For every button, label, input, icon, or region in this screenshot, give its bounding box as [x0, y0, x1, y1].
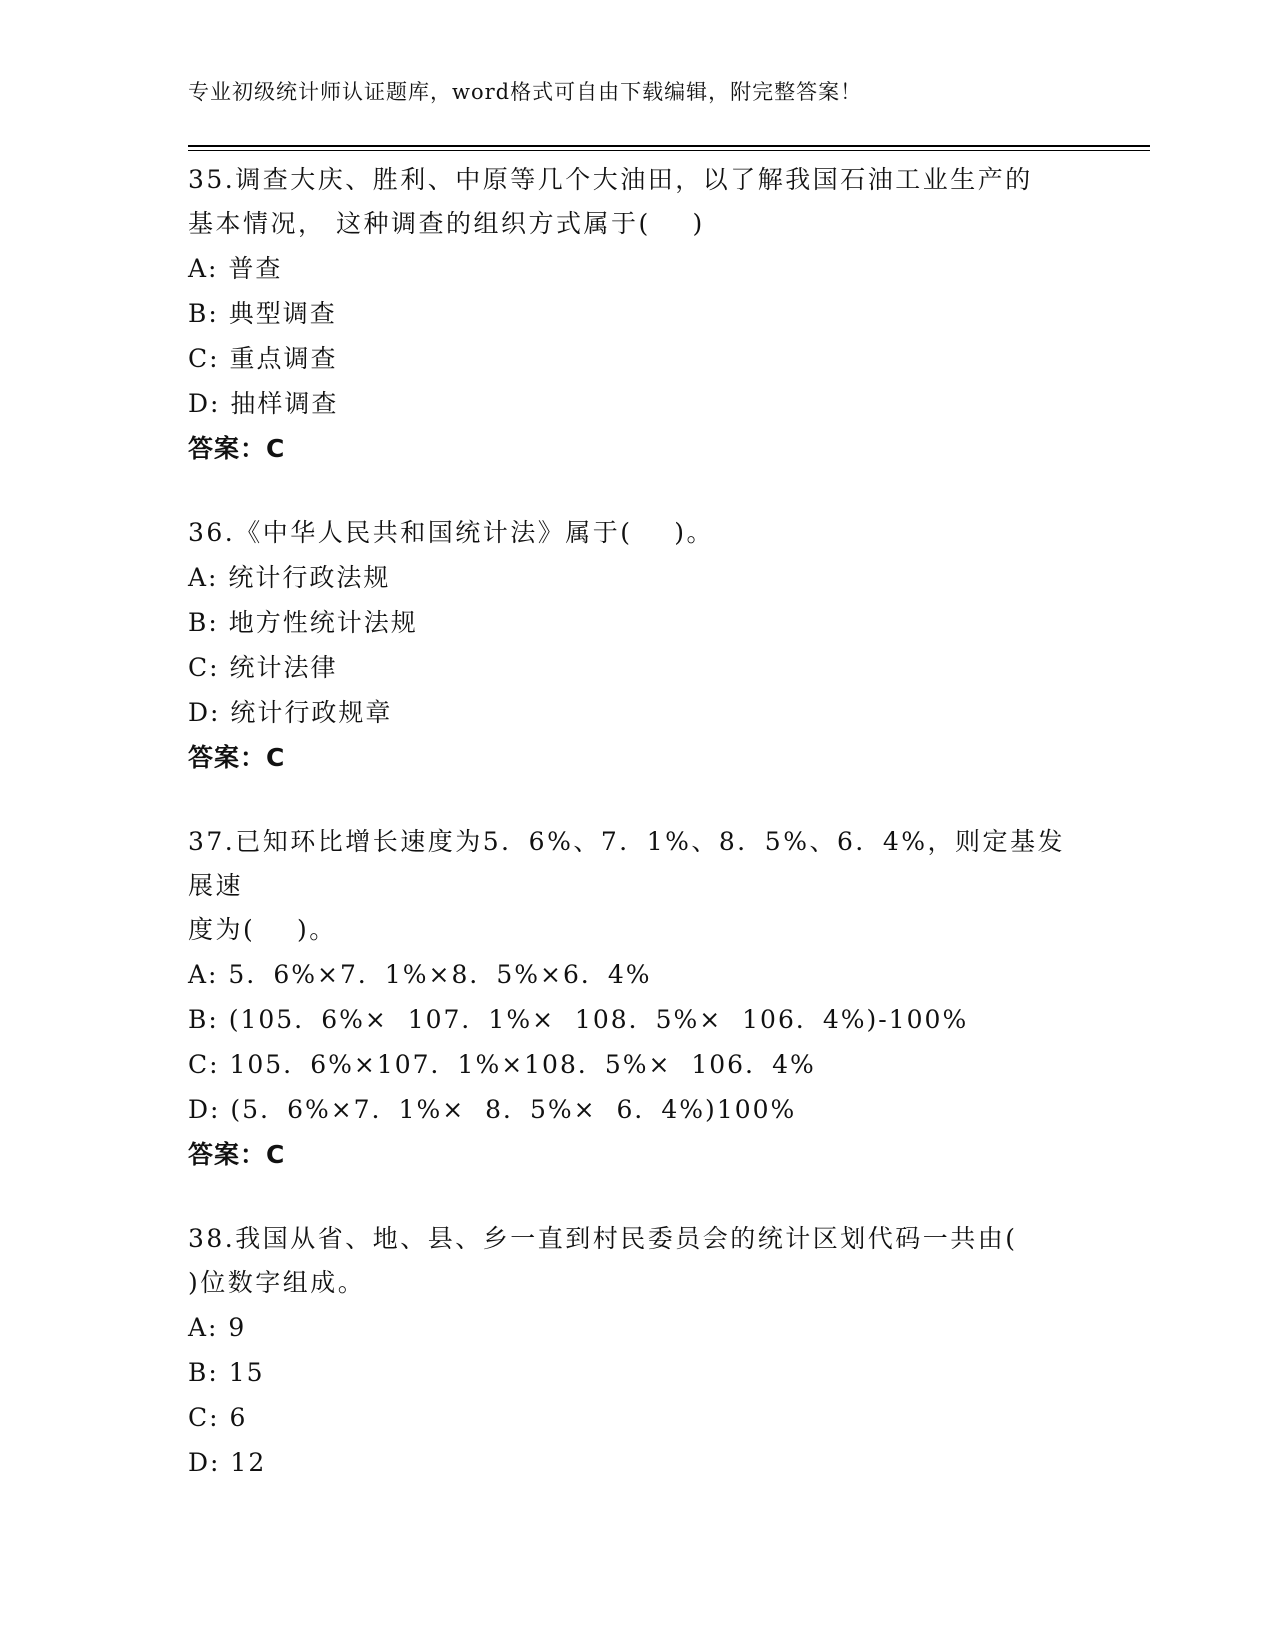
question-36	[188, 511, 1088, 780]
answer-line: 答案：C	[188, 1140, 286, 1169]
option-d: D: 12	[188, 1448, 267, 1477]
header-note: 专业初级统计师认证题库，word格式可自由下载编辑，附完整答案！	[188, 80, 863, 104]
option-d: D: 抽样调查	[188, 389, 339, 418]
option-b: B: 地方性统计法规	[188, 608, 418, 637]
header-divider	[188, 145, 1150, 147]
option-b: B: (105．6%× 107．1%× 108．5%× 106．4%)-100%	[188, 1005, 969, 1034]
option-a: A: 5．6%×7．1%×8．5%×6．4%	[188, 960, 652, 989]
option-a: A: 统计行政法规	[188, 563, 391, 592]
question-37	[188, 820, 1088, 1177]
option-b: B: 15	[188, 1358, 265, 1387]
option-c: C: 6	[188, 1403, 248, 1432]
option-d: D: (5．6%×7．1%× 8．5%× 6．4%)100%	[188, 1095, 797, 1124]
question-38	[188, 1217, 1088, 1485]
option-c: C: 重点调查	[188, 344, 338, 373]
question-text: 35.调查大庆、胜利、中原等几个大油田，以了解我国石油工业生产的 基本情况， 这种调查的组织方式属于( )	[188, 165, 1033, 238]
header-divider-thin	[188, 150, 1150, 151]
option-d: D: 统计行政规章	[188, 698, 393, 727]
question-35	[188, 158, 1088, 471]
question-text: 37.已知环比增长速度为5．6%、7．1%、8．5%、6．4%，则定基发展速 度为( )。	[188, 827, 1066, 944]
option-c: C: 统计法律	[188, 653, 338, 682]
answer-line: 答案：C	[188, 434, 286, 463]
option-b: B: 典型调查	[188, 299, 337, 328]
option-a: A: 普查	[188, 254, 283, 283]
question-text: 38.我国从省、地、县、乡一直到村民委员会的统计区划代码一共由( )位数字组成。	[188, 1224, 1018, 1297]
option-a: A: 9	[188, 1313, 247, 1342]
question-list	[188, 158, 1088, 1525]
answer-line: 答案：C	[188, 743, 286, 772]
question-text: 36.《中华人民共和国统计法》属于( )。	[188, 518, 715, 547]
option-c: C: 105．6%×107．1%×108．5%× 106．4%	[188, 1050, 816, 1079]
